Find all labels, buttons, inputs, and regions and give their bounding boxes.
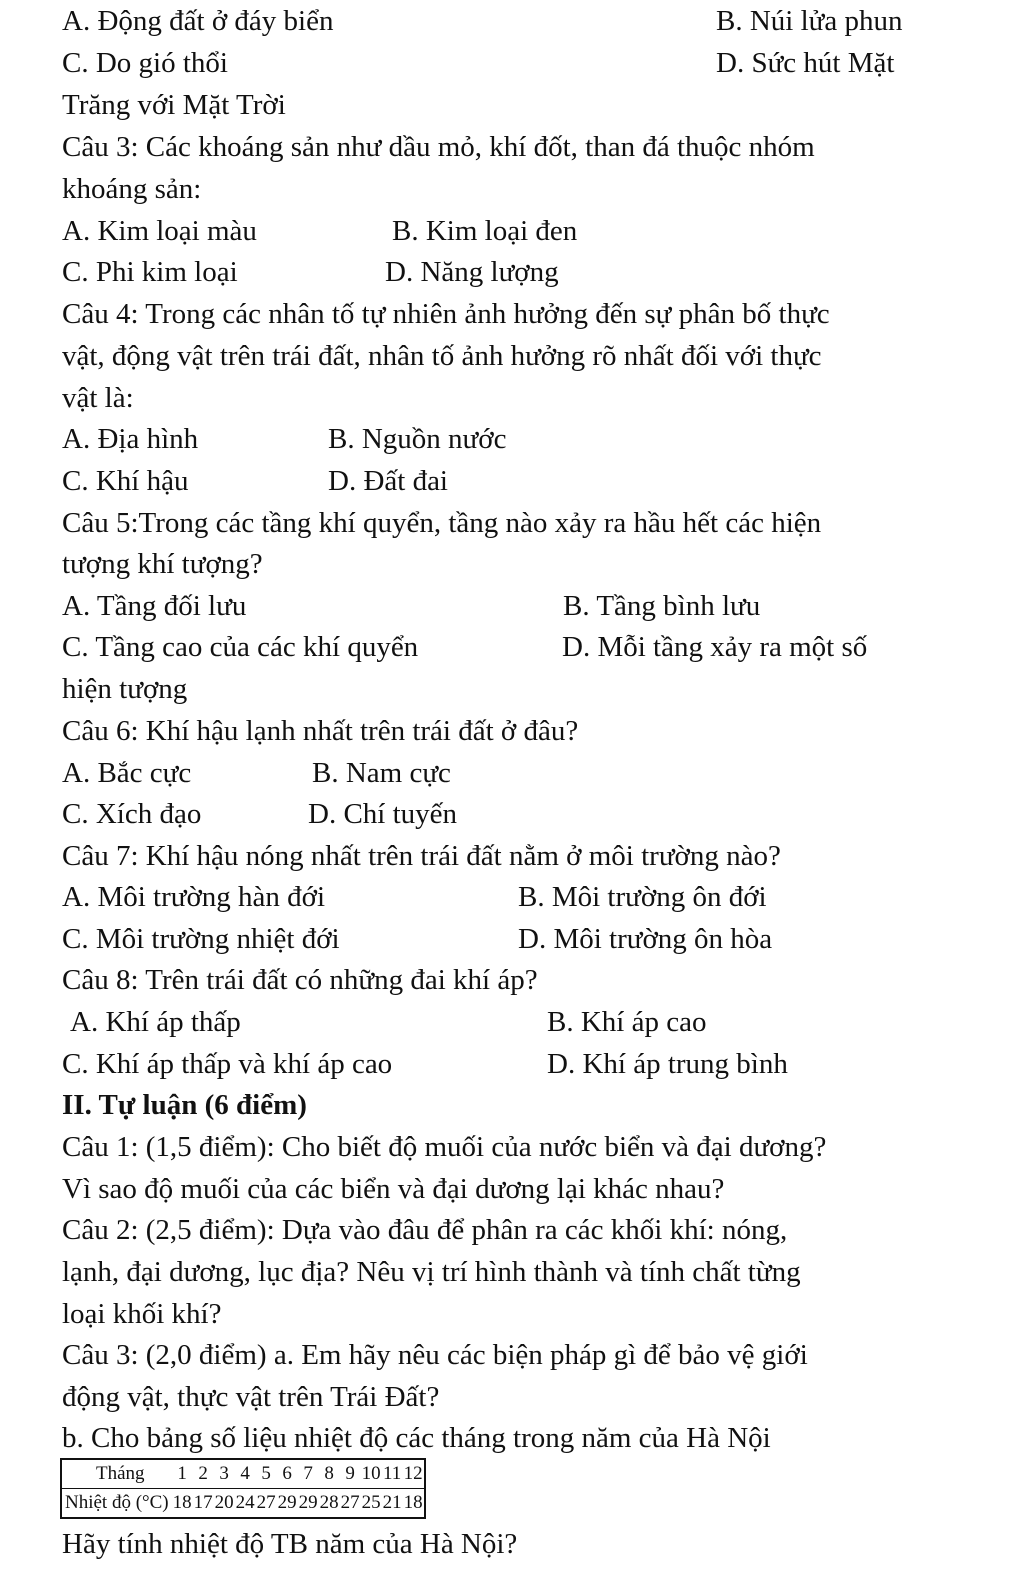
q7-question: Câu 7: Khí hậu nóng nhất trên trái đất nằm ở môi trường nào? <box>62 840 781 872</box>
month-cell: 1 <box>172 1459 193 1489</box>
temperature-cell: 27 <box>340 1492 360 1513</box>
q5-question-line-2: tượng khí tượng? <box>62 548 263 580</box>
q5-option-a: A. Tầng đối lưu <box>62 590 247 622</box>
hanoi-temperature-table <box>60 1458 426 1519</box>
q3-option-c: C. Phi kim loại <box>62 256 238 288</box>
temperature-cell: 25 <box>361 1492 381 1513</box>
month-cell: 5 <box>256 1459 277 1489</box>
month-row <box>61 1459 425 1489</box>
q2-option-a: A. Động đất ở đáy biển <box>62 5 334 37</box>
q6-option-c: C. Xích đạo <box>62 798 202 830</box>
q2-option-d-continued: Trăng với Mặt Trời <box>62 89 286 121</box>
month-cell: 11 <box>382 1459 403 1489</box>
q8-option-b: B. Khí áp cao <box>547 1006 707 1038</box>
q7-option-c: C. Môi trường nhiệt đới <box>62 923 340 955</box>
month-cell: 8 <box>319 1459 340 1489</box>
month-cell: 4 <box>235 1459 256 1489</box>
temperature-cell: 27 <box>256 1492 276 1513</box>
q4-option-c: C. Khí hậu <box>62 465 189 497</box>
q8-option-c: C. Khí áp thấp và khí áp cao <box>62 1048 393 1080</box>
q4-question-line-3: vật là: <box>62 382 134 414</box>
month-cell: 9 <box>340 1459 361 1489</box>
temperature-cell: 17 <box>193 1492 213 1513</box>
q6-option-b: B. Nam cực <box>312 757 451 789</box>
essay-q1-line-1: Câu 1: (1,5 điểm): Cho biết độ muối của nước biển và đại dương? <box>62 1131 827 1163</box>
essay-q3-line-1: Câu 3: (2,0 điểm) a. Em hãy nêu các biện pháp gì để bảo vệ giới <box>62 1339 808 1371</box>
q3-option-b: B. Kim loại đen <box>392 215 578 247</box>
temperature-cell: 20 <box>214 1492 234 1513</box>
essay-q2-line-3: loại khối khí? <box>62 1298 222 1330</box>
temperature-cell: 28 <box>319 1492 339 1513</box>
q2-option-b: B. Núi lửa phun <box>716 5 903 37</box>
q5-option-d: D. Mỗi tầng xảy ra một số <box>562 631 868 663</box>
q8-question: Câu 8: Trên trái đất có những đai khí áp? <box>62 964 538 996</box>
q8-option-d: D. Khí áp trung bình <box>547 1048 788 1080</box>
temperature-cell: 24 <box>235 1492 255 1513</box>
q4-option-a: A. Địa hình <box>62 423 199 455</box>
month-cell: 2 <box>193 1459 214 1489</box>
q2-option-c: C. Do gió thổi <box>62 47 228 79</box>
section-heading-essay: II. Tự luận (6 điểm) <box>62 1089 307 1121</box>
q5-option-d-continued: hiện tượng <box>62 673 188 705</box>
essay-q2-line-1: Câu 2: (2,5 điểm): Dựa vào đâu để phân ra các khối khí: nóng, <box>62 1214 788 1246</box>
q6-question: Câu 6: Khí hậu lạnh nhất trên trái đất ở đâu? <box>62 715 579 747</box>
q4-question-line-1: Câu 4: Trong các nhân tố tự nhiên ảnh hưởng đến sự phân bố thực <box>62 298 830 330</box>
q7-option-b: B. Môi trường ôn đới <box>518 881 767 913</box>
temperature-cell: 29 <box>298 1492 318 1513</box>
temperature-cell: 29 <box>277 1492 297 1513</box>
q5-option-c: C. Tầng cao của các khí quyển <box>62 631 419 663</box>
q5-question-line-1: Câu 5:Trong các tầng khí quyển, tầng nào xảy ra hầu hết các hiện <box>62 507 822 539</box>
q3-question-line-2: khoáng sản: <box>62 173 202 205</box>
essay-q1-line-2: Vì sao độ muối của các biển và đại dương lại khác nhau? <box>62 1173 725 1205</box>
month-header: Tháng <box>61 1459 172 1489</box>
q4-question-line-2: vật, động vật trên trái đất, nhân tố ảnh hưởng rõ nhất đối với thực <box>62 340 822 372</box>
temperature-cell: 18 <box>403 1492 423 1513</box>
temperature-cell: 21 <box>382 1492 402 1513</box>
q5-option-b: B. Tầng bình lưu <box>563 590 761 622</box>
final-question: Hãy tính nhiệt độ TB năm của Hà Nội? <box>62 1528 518 1560</box>
month-cell: 10 <box>361 1459 382 1489</box>
q7-option-d: D. Môi trường ôn hòa <box>518 923 773 955</box>
q6-option-a: A. Bắc cực <box>62 757 192 789</box>
q8-option-a: A. Khí áp thấp <box>70 1006 241 1038</box>
q3-option-d: D. Năng lượng <box>385 256 559 288</box>
month-cell: 3 <box>214 1459 235 1489</box>
q3-option-a: A. Kim loại màu <box>62 215 257 247</box>
q4-option-b: B. Nguồn nước <box>328 423 507 455</box>
essay-q3-line-2: động vật, thực vật trên Trái Đất? <box>62 1381 440 1413</box>
month-cell: 6 <box>277 1459 298 1489</box>
month-cell: 12 <box>403 1459 425 1489</box>
q7-option-a: A. Môi trường hàn đới <box>62 881 326 913</box>
month-cell: 7 <box>298 1459 319 1489</box>
essay-q3-line-3: b. Cho bảng số liệu nhiệt độ các tháng trong năm của Hà Nội <box>62 1422 771 1454</box>
q6-option-d: D. Chí tuyến <box>308 798 458 830</box>
q4-option-d: D. Đất đai <box>328 465 448 497</box>
q3-question-line-1: Câu 3: Các khoáng sản như dầu mỏ, khí đốt, than đá thuộc nhóm <box>62 131 815 163</box>
temperature-row <box>61 1489 425 1519</box>
temperature-cell: 18 <box>172 1492 192 1513</box>
essay-q2-line-2: lạnh, đại dương, lục địa? Nêu vị trí hình thành và tính chất từng <box>62 1256 801 1288</box>
temperature-header: Nhiệt độ (°C) <box>65 1492 169 1513</box>
q2-option-d: D. Sức hút Mặt <box>716 47 895 79</box>
